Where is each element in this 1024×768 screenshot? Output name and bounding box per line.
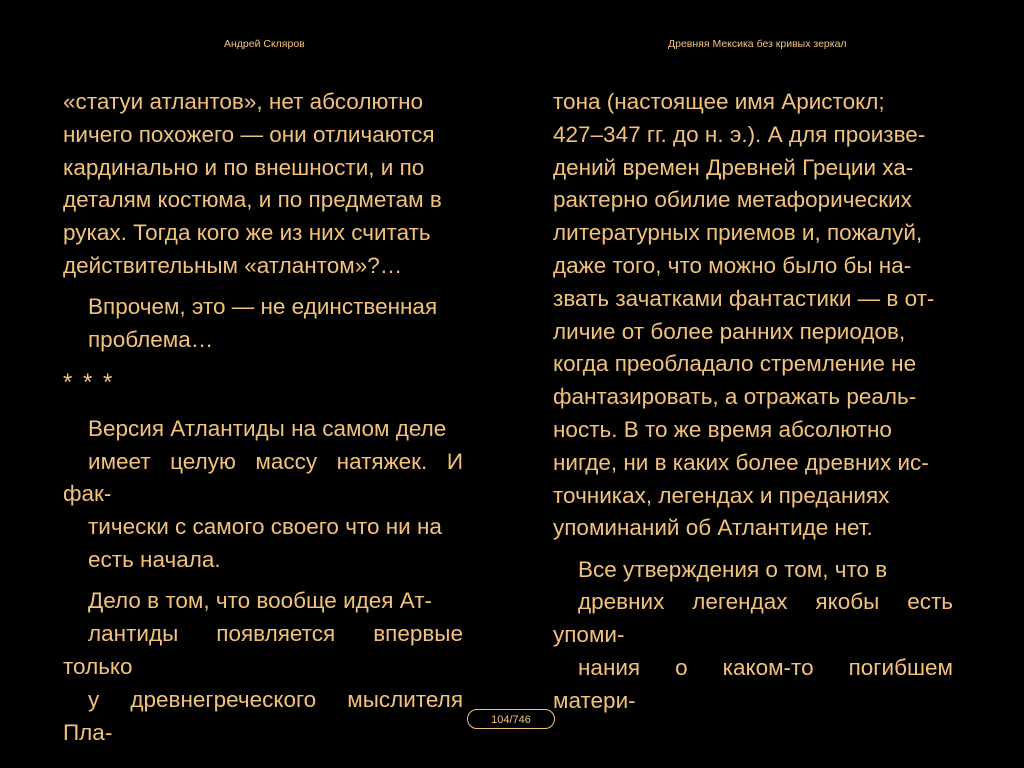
text-line: Впрочем, это — не единственная (88, 294, 438, 320)
section-divider-stars: * * * (63, 368, 115, 396)
paragraph (63, 291, 463, 357)
text-line: руках. Тогда кого же из них считать (63, 220, 431, 246)
text-line: звать зачатками фантастики — в от- (553, 285, 935, 311)
paragraph (553, 554, 953, 718)
text-line: имеет целую массу натяжек. И фак- (63, 448, 463, 507)
text-line: деталям костюма, и по предметам в (63, 187, 442, 213)
text-line: точниках, легендах и преданиях (553, 482, 890, 508)
text-line: личие от более ранних периодов, (553, 318, 906, 344)
paragraph (63, 585, 463, 749)
text-line: рактерно обилие метафорических (553, 187, 912, 213)
paragraph (553, 86, 953, 545)
paragraph (63, 413, 463, 577)
text-line: фантазировать, а отражать реаль- (553, 384, 917, 410)
text-line: Версия Атлантиды на самом деле (88, 415, 447, 441)
text-line: есть начала. (88, 547, 221, 573)
text-line: ничего похожего — они отличаются (63, 121, 435, 147)
text-line: у древнегреческого мыслителя Пла- (63, 686, 463, 745)
text-line: упоминаний об Атлантиде нет. (553, 515, 873, 541)
page-indicator[interactable]: 104/746 (467, 709, 555, 729)
text-line: кардинально и по внешности, и по (63, 154, 425, 180)
text-line: даже того, что можно было бы на- (553, 252, 912, 278)
left-page[interactable] (63, 86, 463, 749)
text-line: когда преобладало стремление не (553, 351, 917, 377)
paragraph (63, 86, 463, 283)
text-line: литературных приемов и, пожалуй, (553, 220, 923, 246)
text-line: «статуи атлантов», нет абсолютно (63, 89, 424, 114)
text-line: проблема… (88, 327, 214, 353)
text-line: Дело в том, что вообще идея Ат- (88, 588, 433, 614)
text-line: 427–347 гг. до н. э.). А для произве- (553, 121, 926, 147)
right-page[interactable] (553, 86, 953, 718)
running-header-author: Андрей Скляров (224, 38, 305, 50)
text-line: Все утверждения о том, что в (578, 556, 888, 582)
running-header-book-title: Древняя Мексика без кривых зеркал (668, 38, 847, 50)
text-line: древних легендах якобы есть упоми- (553, 589, 953, 648)
text-line: нания о каком-то погибшем матери- (553, 655, 953, 713)
text-line: тически с самого своего что ни на (88, 514, 442, 540)
text-line: тона (настоящее имя Аристокл; (553, 89, 885, 114)
text-line: нигде, ни в каких более древних ис- (553, 449, 929, 475)
text-line: дений времен Древней Греции ха- (553, 154, 914, 180)
text-line: лантиды появляется впервые только (63, 621, 463, 679)
text-line: действительным «атлантом»?… (63, 252, 403, 278)
text-line: ность. В то же время абсолютно (553, 416, 892, 442)
